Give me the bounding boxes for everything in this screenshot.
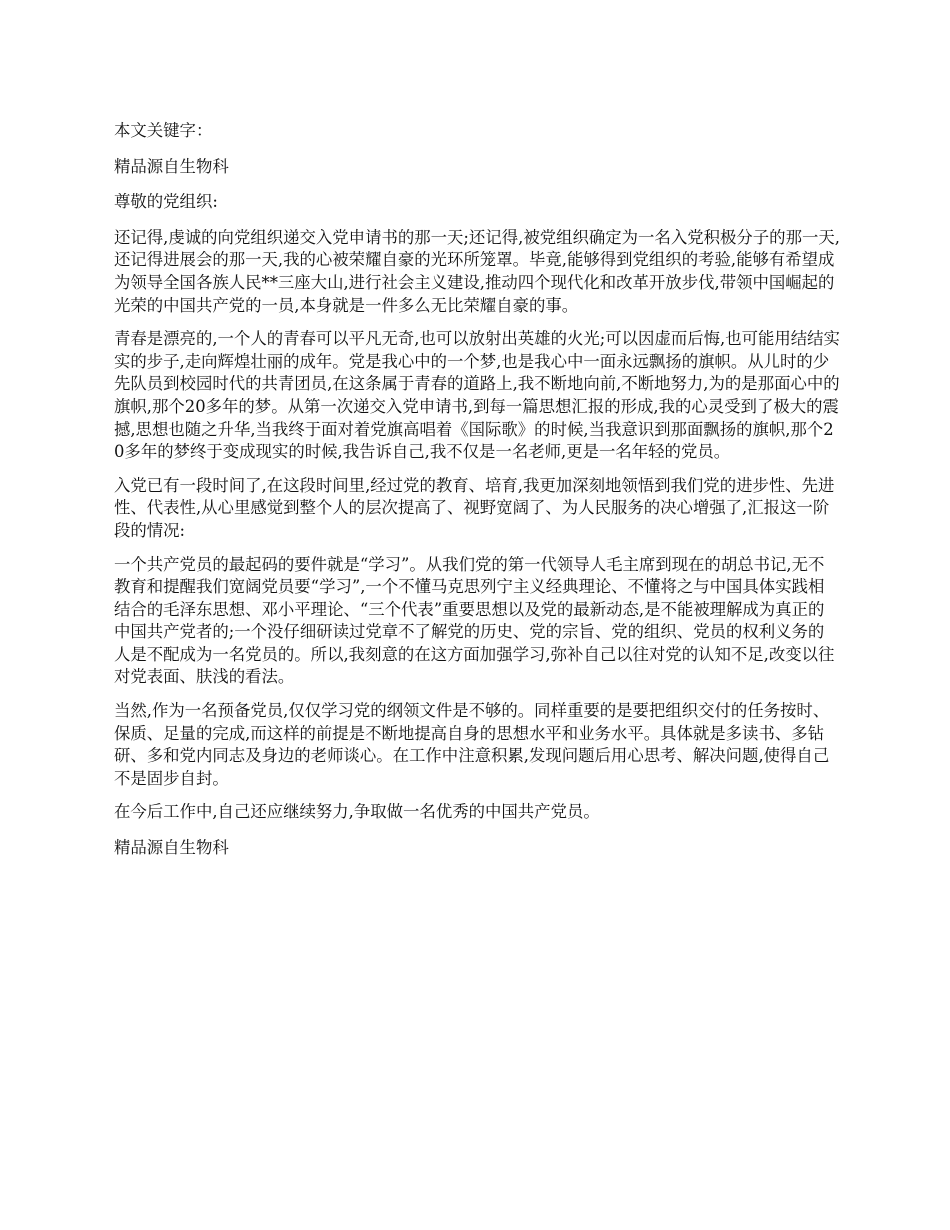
body-paragraph-1: 还记得,虔诚的向党组织递交入党申请书的那一天;还记得,被党组织确定为一名入党积极分子的那一天,还记得进展会的那一天,我的心被荣耀自豪的光环所笼罩。毕竟,能够得到党组织的考验,能够有希望成为领导全国各族人民**三座大山,进行社会主义建设,推动四个现代化和改革开放步伐,带领中国崛起的光荣的中国共产党的一员,本身就是一件多么无比荣耀自豪的事。 (114, 227, 840, 315)
body-paragraph-5: 当然,作为一名预备党员,仅仅学习党的纲领文件是不够的。同样重要的是要把组织交付的任务按时、保质、足量的完成,而这样的前提是不断地提高自身的思想水平和业务水平。具体就是多读书、多钻研、多和党内同志及身边的老师谈心。在工作中注意积累,发现问题后用心思考、解决问题,使得自己不是固步自封。 (114, 701, 830, 788)
body-paragraph-4: 一个共产党员的最起码的要件就是“学习”。从我们党的第一代领导人毛主席到现在的胡总书记,无不教育和提醒我们宽阔党员要“学习”,一个不懂马克思列宁主义经典理论、不懂将之与中国具体实践相结合的毛泽东思想、邓小平理论、“三个代表”重要思想以及党的最新动态,是不能被理解成为真正的中国共产党者的;一个没仔细研读过党章不了解党的历史、党的宗旨、党的组织、党员的权利义务的人是不配成为一名党员的。所以,我刻意的在这方面加强学习,弥补自己以往对党的认知不足,改变以往对党表面、肤浅的看法。 (114, 554, 835, 687)
keywords-value: 精品源自生物科 (114, 156, 229, 176)
salutation: 尊敬的党组织: (114, 192, 218, 212)
body-paragraph-2: 青春是漂亮的,一个人的青春可以平凡无奇,也可以放射出英雄的火光;可以因虚而后悔,也可能用结结实实的步子,走向辉煌壮丽的成年。党是我心中的一个梦,也是我心中一面永远飘扬的旗帜。从儿时的少先队员到校园时代的共青团员,在这条属于青春的道路上,我不断地向前,不断地努力,为的是那面心中的旗帜,那个20多年的梦。从第一次递交入党申请书,到每一篇思想汇报的形成,我的心灵受到了极大的震撼,思想也随之升华,当我终于面对着党旗高唱着《国际歌》的时候,当我意识到那面飘扬的旗帜,那个20多年的梦终于变成现实的时候,我告诉自己,我不仅是一名老师,更是一名年轻的党员。 (114, 329, 840, 462)
body-paragraph-6: 在今后工作中,自己还应继续努力,争取做一名优秀的中国共产党员。 (114, 802, 600, 822)
keywords-label: 本文关键字： (114, 121, 213, 140)
body-paragraph-3: 入党已有一段时间了,在这段时间里,经过党的教育、培育,我更加深刻地领悟到我们党的进步性、先进性、代表性,从心里感觉到整个人的层次提高了、视野宽阔了、为人民服务的决心增强了,汇报这一阶段的情况: (114, 475, 835, 540)
footer-text: 精品源自生物科 (114, 838, 229, 858)
document-page (114, 120, 840, 873)
